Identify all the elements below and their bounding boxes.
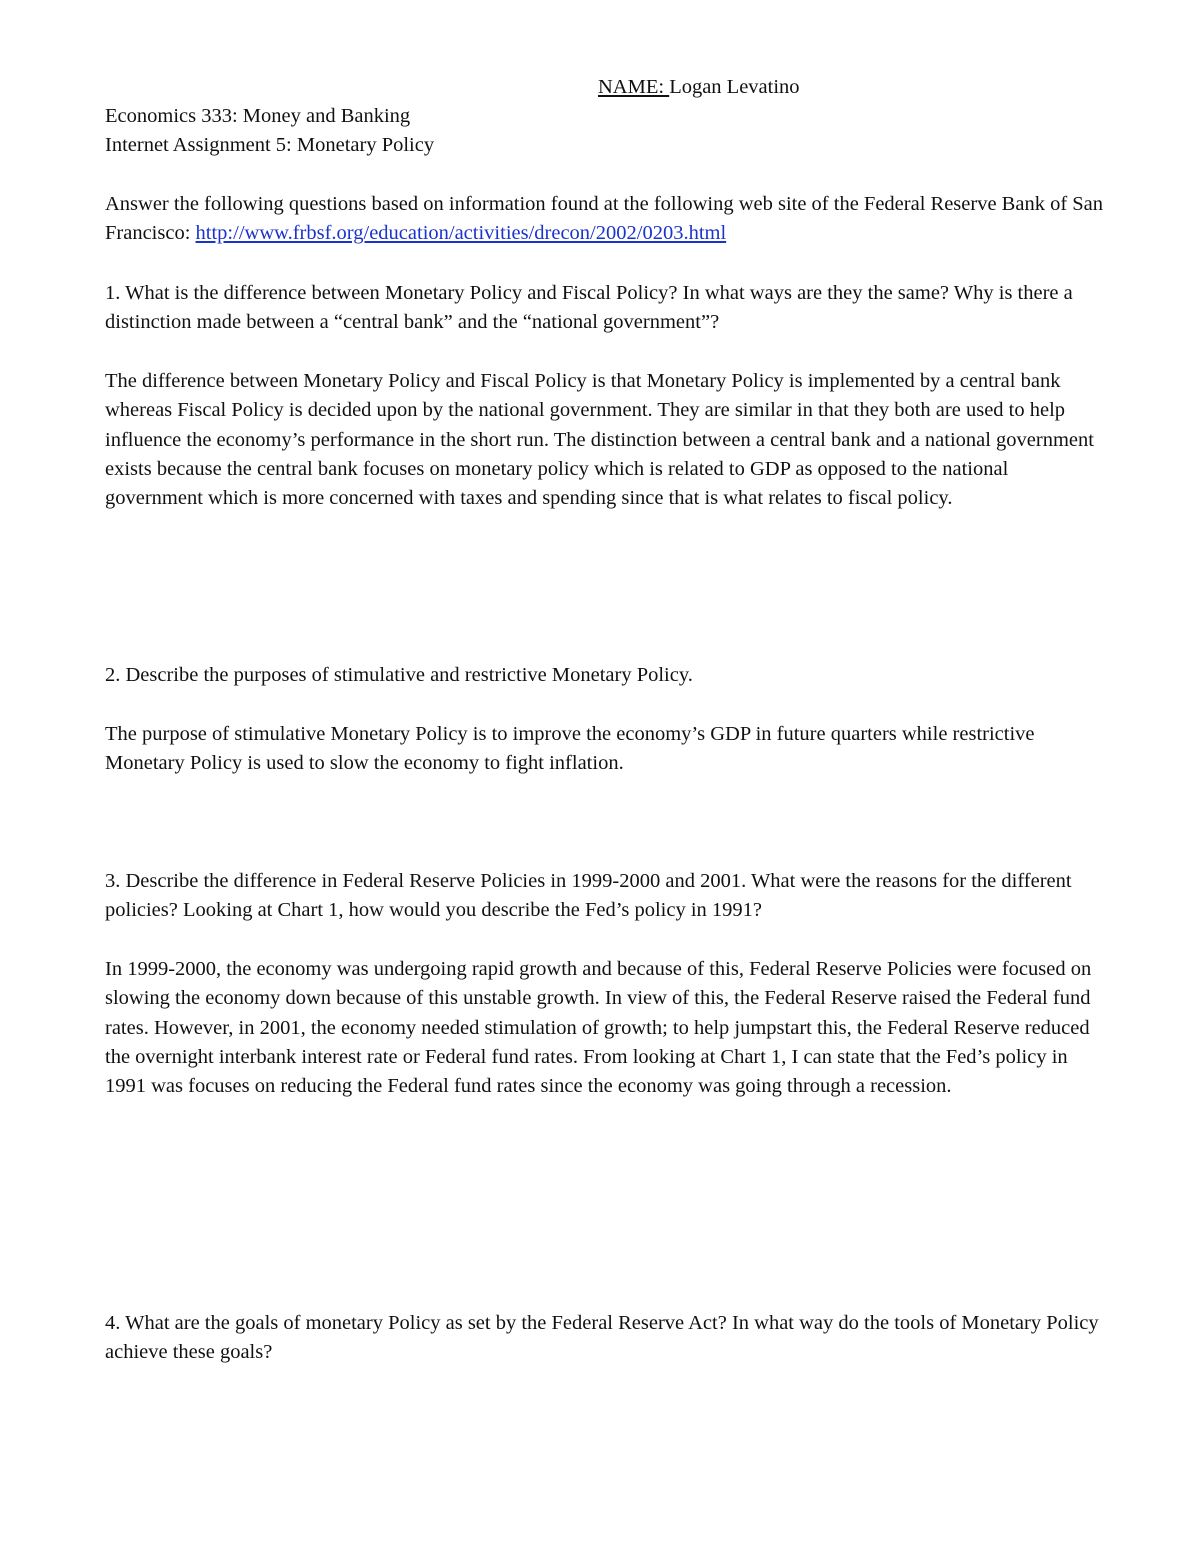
question-3: 3. Describe the difference in Federal Reserve Policies in 1999-2000 and 2001. What were the reasons for the different policies? Looking at Chart 1, how would you describe the Fed’s policy in 1991? [105,870,1072,922]
student-name: Logan Levatino [669,76,800,98]
answer-2: The purpose of stimulative Monetary Policy is to improve the economy’s GDP in future quarters while restrictive Monetary Policy is used to slow the economy to fight inflation. [105,723,1035,775]
question-2: 2. Describe the purposes of stimulative and restrictive Monetary Policy. [105,664,693,686]
frbsf-link[interactable]: http://www.frbsf.org/education/activities/drecon/2002/0203.html [195,222,727,245]
question-4: 4. What are the goals of monetary Policy as set by the Federal Reserve Act? In what way do the tools of Monetary Policy achieve these goals? [105,1312,1099,1364]
question-1: 1. What is the difference between Monetary Policy and Fiscal Policy? In what ways are they the same? Why is there a distinction made between a “central bank” and the “national government”? [105,282,1073,334]
answer-1: The difference between Monetary Policy and Fiscal Policy is that Monetary Policy is implemented by a central bank whereas Fiscal Policy is decided upon by the national government. They are similar in that they both are used to help influence the economy’s performance in the short run. The distinction between a central bank and a national government exists because the central bank focuses on monetary policy which is related to GDP as opposed to the national government which is more concerned with taxes and spending since that is what relates to fiscal policy. [105,370,1094,510]
name-label: NAME: [598,76,670,98]
answer-3: In 1999-2000, the economy was undergoing rapid growth and because of this, Federal Reserve Policies were focused on slowing the economy down because of this unstable growth. In view of this, the Federal Reserve raised the Federal fund rates. However, in 2001, the economy needed stimulation of growth; to help jumpstart this, the Federal Reserve reduced the overnight interbank interest rate or Federal fund rates. From looking at Chart 1, I can state that the Fed’s policy in 1991 was focuses on reducing the Federal fund rates since the economy was going through a recession. [105,958,1092,1098]
student-name-line [598,75,800,99]
instructions-text: Answer the following questions based on information found at the following web site of the Federal Reserve Bank of San Francisco: [105,193,1104,245]
course-title: Economics 333: Money and Banking [105,105,411,127]
instructions [105,190,1105,249]
assignment-title: Internet Assignment 5: Monetary Policy [105,134,435,156]
